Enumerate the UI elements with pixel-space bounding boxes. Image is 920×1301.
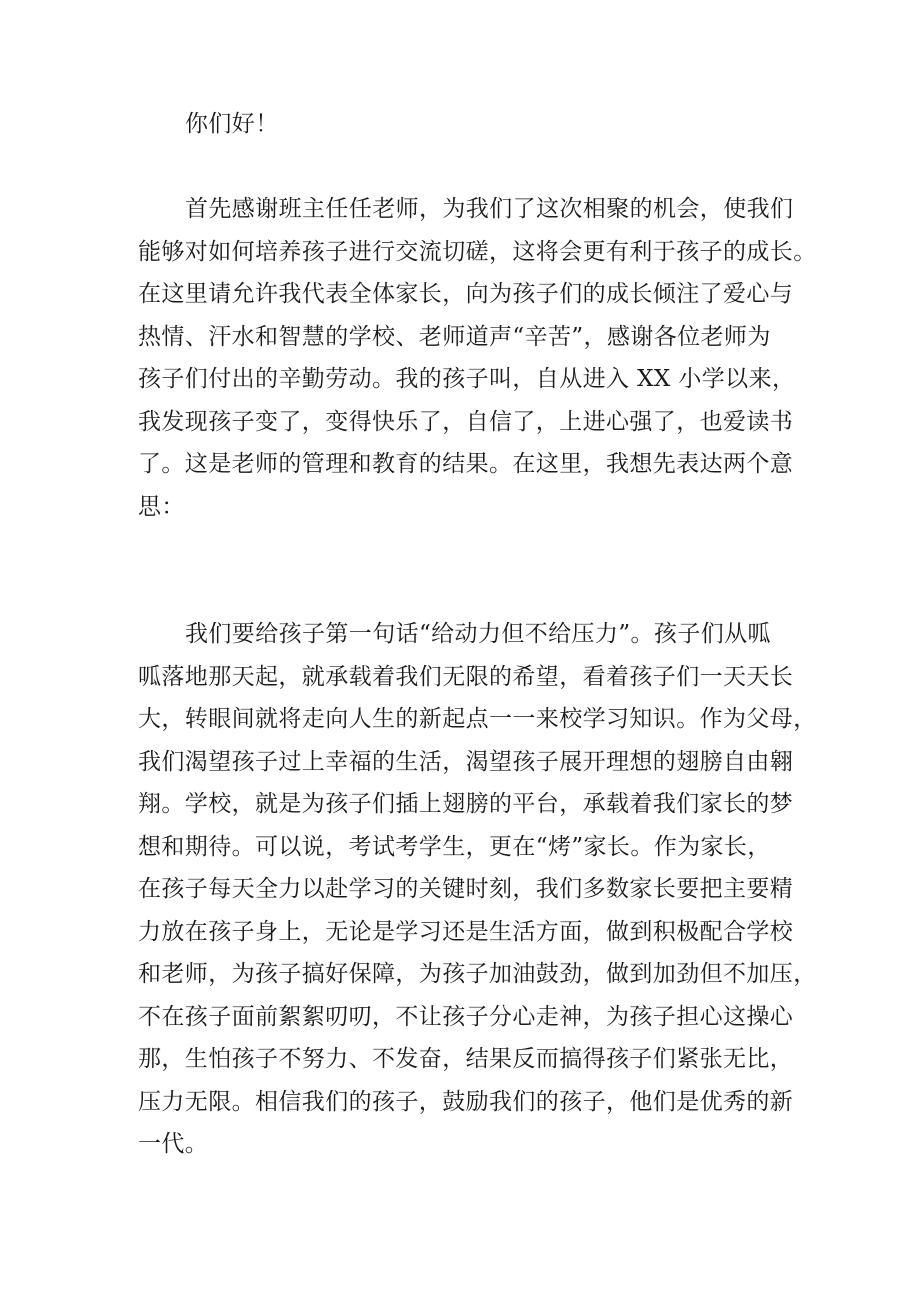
paragraph-line: 呱落地那天起，就承载着我们无限的希望，看着孩子们一天天长 bbox=[138, 663, 794, 690]
paragraph-line: 不在孩子面前絮絮叨叨，不让孩子分心走神，为孩子担心这操心 bbox=[138, 1003, 794, 1030]
blank-line bbox=[138, 146, 798, 189]
paragraph-line: 在这里请允许我代表全体家长，向为孩子们的成长倾注了爱心与 bbox=[138, 281, 794, 307]
blank-line bbox=[138, 571, 798, 614]
blank-line bbox=[138, 528, 798, 571]
paragraph-line: 思： bbox=[138, 493, 185, 520]
paragraph-line: 了。这是老师的管理和教育的结果。在这里，我想先表达两个意 bbox=[138, 451, 794, 477]
paragraph-line: 力放在孩子身上，无论是学习还是生活方面，做到积极配合学校 bbox=[138, 918, 794, 945]
paragraph-line: 热情、汗水和智慧的学校、老师道声“辛苦”，感谢各位老师为 bbox=[138, 323, 771, 350]
paragraph-line: 大，转眼间就将走向人生的新起点一一来校学习知识。作为父母， bbox=[138, 706, 817, 732]
paragraph-1 bbox=[138, 188, 817, 528]
paragraph-line: 翔。学校，就是为孩子们插上翅膀的平台，承载着我们家长的梦 bbox=[138, 791, 794, 817]
paragraph-line: 孩子们付出的辛勤劳动。我的孩子叫，自从进入 XX 小学以来， bbox=[138, 366, 796, 392]
greeting-line: 你们好！ bbox=[185, 111, 279, 137]
paragraph-line: 那，生怕孩子不努力、不发奋，结果反而搞得孩子们紧张无比， bbox=[138, 1046, 794, 1072]
paragraph-line: 压力无限。相信我们的孩子，鼓励我们的孩子，他们是优秀的新 bbox=[138, 1088, 794, 1115]
paragraph-line: 想和期待。可以说，考试考学生，更在“烤”家长。作为家长， bbox=[138, 833, 771, 860]
paragraph-line: 一代。 bbox=[138, 1131, 209, 1157]
paragraph-line: 我发现孩子变了，变得快乐了，自信了，上进心强了，也爱读书 bbox=[138, 408, 794, 435]
paragraph-line: 我们渴望孩子过上幸福的生活，渴望孩子展开理想的翅膀自由翱 bbox=[138, 748, 794, 775]
paragraph-line: 能够对如何培养孩子进行交流切磋，这将会更有利于孩子的成长。 bbox=[138, 238, 817, 265]
paragraph-line: 和老师，为孩子搞好保障，为孩子加油鼓劲，做到加劲但不加压， bbox=[138, 961, 817, 987]
paragraph-line: 我们要给孩子第一句话“给动力但不给压力”。孩子们从呱 bbox=[185, 621, 771, 647]
paragraph-line: 首先感谢班主任任老师，为我们了这次相聚的机会，使我们 bbox=[185, 196, 794, 222]
paragraph-2 bbox=[138, 613, 817, 1166]
paragraph-line: 在孩子每天全力以赴学习的关键时刻，我们多数家长要把主要精 bbox=[138, 876, 794, 902]
letter-body bbox=[138, 103, 817, 1166]
